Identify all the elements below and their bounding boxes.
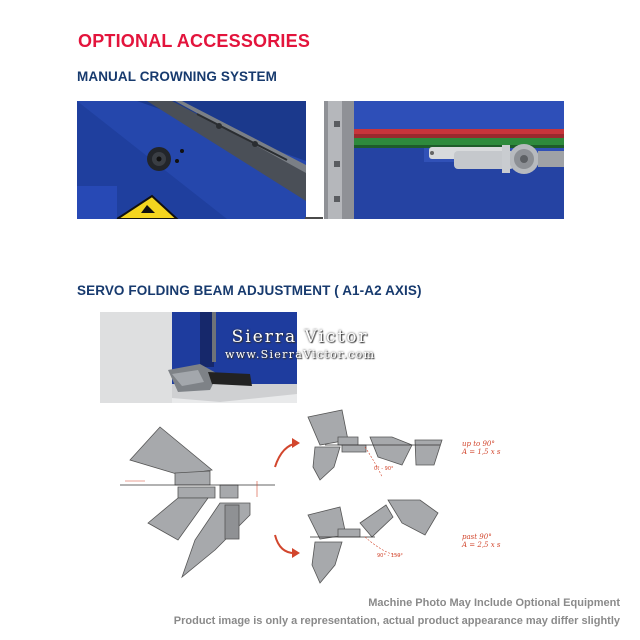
diagram-label-bottom-line2: A = 2,5 x s (462, 541, 501, 550)
watermark-brand: Sierra Victor (231, 327, 369, 347)
diagram-angle-top: 0° - 90° (374, 466, 394, 472)
diagram-label-past-90 (462, 533, 501, 549)
section-heading-crowning: MANUAL CROWNING SYSTEM (77, 69, 277, 84)
diagram-angle-bottom: 90° - 150° (377, 553, 403, 559)
watermark-url: www.SierraVictor.com (225, 348, 376, 361)
crowning-photo-right (324, 101, 564, 219)
image-separator (305, 217, 323, 219)
section-heading-servo: SERVO FOLDING BEAM ADJUSTMENT ( A1-A2 AXIS) (77, 283, 422, 298)
disclaimer-optional-equipment: Machine Photo May Include Optional Equipment (368, 597, 620, 609)
watermark (225, 329, 375, 360)
diagram-label-bottom-line1: past 90° (462, 533, 492, 541)
folding-diagram (120, 405, 450, 590)
upper-beam (130, 427, 212, 475)
diagram-label-up-to-90 (462, 440, 501, 456)
page-title: OPTIONAL ACCESSORIES (78, 31, 311, 51)
disclaimer-representation: Product image is only a representation, actual product appearance may differ slightly (173, 615, 620, 627)
diagram-label-top-line1: up to 90° (462, 440, 495, 448)
diagram-label-top-line2: A = 1,5 x s (462, 448, 501, 457)
crowning-photo-left (77, 101, 306, 219)
